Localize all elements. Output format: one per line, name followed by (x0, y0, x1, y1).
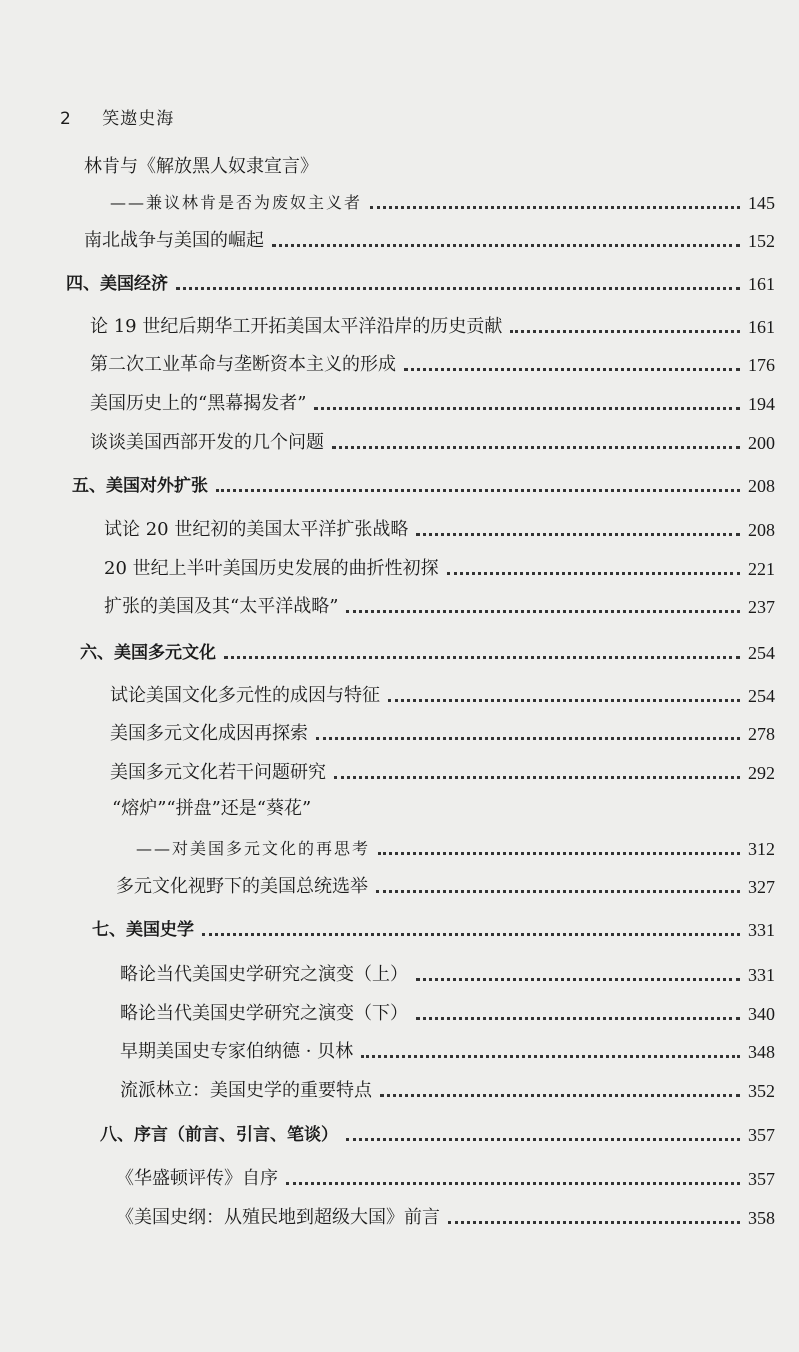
toc-entry-page: 176 (748, 355, 775, 375)
toc-entry-title: 南北战争与美国的崛起 (84, 230, 264, 251)
toc-entry-page: 357 (748, 1169, 775, 1189)
toc-entry (116, 1156, 775, 1190)
toc-entry (90, 342, 775, 376)
leader-dots (447, 572, 740, 575)
toc-entry-page: 292 (748, 763, 775, 783)
toc-entry-page: 200 (748, 433, 775, 453)
toc-section-title: 八、序言（前言、引言、笔谈） (100, 1125, 338, 1145)
leader-dots (316, 737, 740, 740)
toc-section-page: 254 (748, 643, 775, 663)
toc-entry (120, 952, 775, 986)
toc-entry (112, 786, 775, 820)
toc-entry-page: 145 (748, 193, 775, 213)
toc-entry-title: 美国多元文化若干问题研究 (110, 762, 326, 783)
toc-entry-title: 《美国史纲：从殖民地到超级大国》前言 (116, 1207, 440, 1228)
book-title: 笑遨史海 (102, 109, 175, 129)
leader-dots (404, 368, 740, 371)
leader-dots (416, 978, 740, 981)
toc-entry-page: 152 (748, 231, 775, 251)
toc-entry (120, 1029, 775, 1063)
toc-entry-page: 331 (748, 965, 775, 985)
leader-dots (202, 933, 740, 936)
toc-section-title: 四、美国经济 (66, 274, 168, 294)
toc-entry-title: “熔炉”“拼盘”还是“葵花” (112, 798, 312, 819)
leader-dots (448, 1221, 740, 1224)
toc-entry (110, 750, 775, 784)
toc-entry-title: 林肯与《解放黑人奴隶宣言》 (84, 156, 318, 177)
toc-entry-title: 试论 20 世纪初的美国太平洋扩张战略 (104, 519, 409, 540)
toc-entry-title: 略论当代美国史学研究之演变（下） (120, 1003, 408, 1024)
toc-entry (136, 826, 775, 860)
toc-section (66, 261, 775, 295)
leader-dots (286, 1182, 740, 1185)
toc-section (100, 1112, 775, 1146)
leader-dots (370, 206, 740, 209)
toc-entry (120, 1068, 775, 1102)
toc-entry-title: 扩张的美国及其“太平洋战略” (104, 596, 339, 617)
toc-section (92, 907, 775, 941)
toc-entry-title: 论 19 世纪后期华工开拓美国太平洋沿岸的历史贡献 (90, 316, 503, 337)
toc-entry (110, 180, 775, 214)
leader-dots (332, 446, 740, 449)
leader-dots (314, 407, 740, 410)
toc-entry-page: 161 (748, 317, 775, 337)
toc-entry (120, 991, 775, 1025)
toc-section-title: 七、美国史学 (92, 920, 194, 940)
leader-dots (378, 852, 740, 855)
leader-dots (376, 890, 740, 893)
toc-entry-page: 312 (748, 839, 775, 859)
page-number: 2 (60, 109, 72, 129)
toc-entry-page: 237 (748, 597, 775, 617)
leader-dots (416, 533, 740, 536)
toc-entry-page: 348 (748, 1042, 775, 1062)
toc-entry (104, 546, 775, 580)
toc-entry-title: 第二次工业革命与垄断资本主义的形成 (90, 354, 396, 375)
toc-entry-title: 美国多元文化成因再探索 (110, 723, 308, 744)
leader-dots (361, 1055, 740, 1058)
toc-entry-title: 略论当代美国史学研究之演变（上） (120, 964, 408, 985)
toc-entry-page: 254 (748, 686, 775, 706)
leader-dots (380, 1094, 740, 1097)
leader-dots (346, 610, 740, 613)
leader-dots (272, 244, 740, 247)
toc-entry (90, 304, 775, 338)
toc-entry-page: 194 (748, 394, 775, 414)
toc-entry-title: 《华盛顿评传》自序 (116, 1168, 278, 1189)
toc-section-title: 六、美国多元文化 (80, 643, 216, 663)
toc-entry-title: 流派林立：美国史学的重要特点 (120, 1080, 372, 1101)
leader-dots (224, 656, 740, 659)
running-head (60, 104, 174, 129)
leader-dots (346, 1138, 740, 1141)
leader-dots (216, 489, 740, 492)
toc-entry (84, 218, 775, 252)
leader-dots (388, 699, 740, 702)
toc-entry-page: 278 (748, 724, 775, 744)
toc-section-page: 357 (748, 1125, 775, 1145)
toc-section-title: 五、美国对外扩张 (72, 476, 208, 496)
toc-section (80, 630, 775, 664)
toc-entry-title: 试论美国文化多元性的成因与特征 (110, 685, 380, 706)
toc-entry-title: 美国历史上的“黑幕揭发者” (90, 393, 307, 414)
leader-dots (176, 287, 740, 290)
toc-entry-page: 327 (748, 877, 775, 897)
toc-entry-page: 221 (748, 559, 775, 579)
toc-entry (90, 420, 775, 454)
toc-entry (110, 711, 775, 745)
toc-section (72, 463, 775, 497)
toc-entry (116, 864, 775, 898)
toc-entry-page: 352 (748, 1081, 775, 1101)
toc-entry-title: 多元文化视野下的美国总统选举 (116, 876, 368, 897)
toc-entry-page: 340 (748, 1004, 775, 1024)
leader-dots (416, 1017, 740, 1020)
toc-entry-title: 20 世纪上半叶美国历史发展的曲折性初探 (104, 558, 439, 579)
toc-entry (90, 381, 775, 415)
leader-dots (334, 776, 740, 779)
toc-entry (104, 584, 775, 618)
toc-entry (116, 1195, 775, 1229)
toc-section-page: 161 (748, 274, 775, 294)
toc-entry-title: ——对美国多元文化的再思考 (136, 839, 371, 858)
toc-entry-page: 358 (748, 1208, 775, 1228)
toc-entry-title: ——兼议林肯是否为废奴主义者 (110, 193, 363, 212)
leader-dots (510, 330, 740, 333)
toc-entry (110, 673, 775, 707)
toc-entry-title: 谈谈美国西部开发的几个问题 (90, 432, 324, 453)
toc-entry (104, 507, 775, 541)
toc-entry (84, 144, 775, 178)
toc-section-page: 331 (748, 920, 775, 940)
toc-section-page: 208 (748, 476, 775, 496)
toc-entry-page: 208 (748, 520, 775, 540)
toc-entry-title: 早期美国史专家伯纳德 · 贝林 (120, 1041, 354, 1062)
